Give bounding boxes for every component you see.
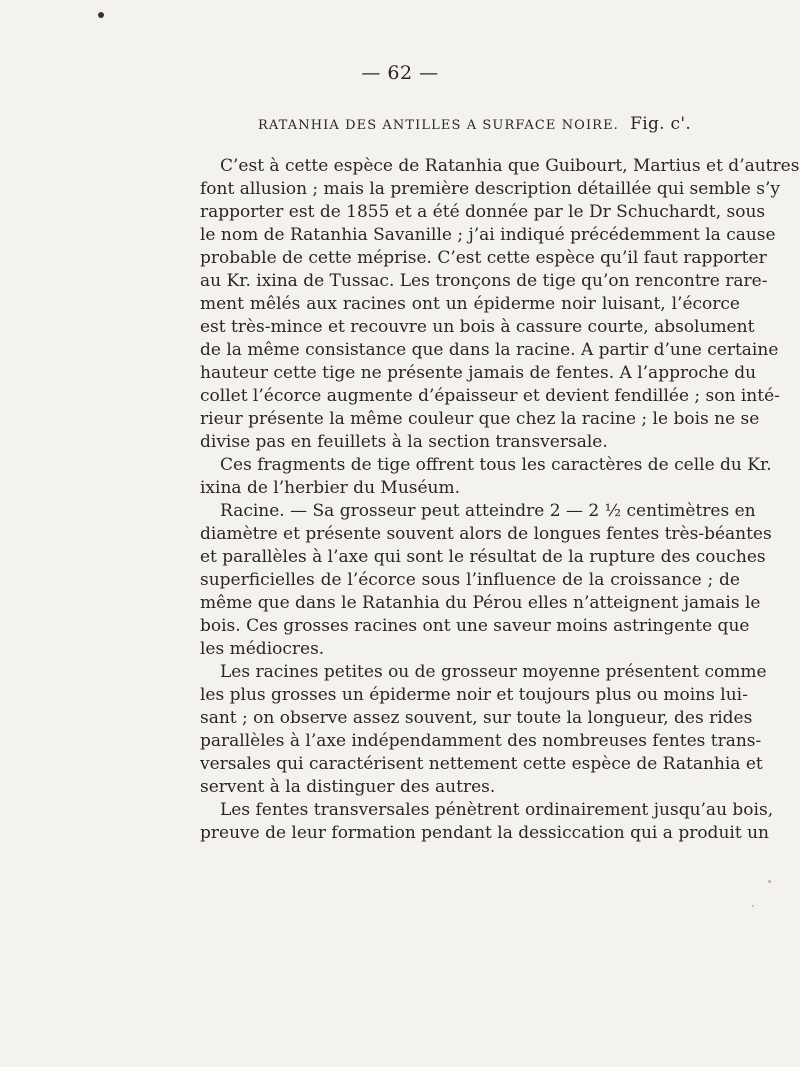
paper-speck bbox=[768, 880, 771, 883]
text-line: servent à la distinguer des autres. bbox=[200, 777, 496, 797]
text-line: C’est à cette espèce de Ratanhia que Guibourt, Martius et d’autres bbox=[220, 156, 800, 176]
page-number: — 62 — bbox=[361, 62, 439, 84]
text-line: versales qui caractérisent nettement cette espèce de Ratanhia et bbox=[200, 754, 763, 774]
text-line: ment mêlés aux racines ont un épiderme noir luisant, l’écorce bbox=[200, 294, 740, 314]
text-line: rapporter est de 1855 et a été donnée par le Dr Schuchardt, sous bbox=[200, 202, 766, 222]
text-line: preuve de leur formation pendant la dessiccation qui a produit un bbox=[200, 823, 769, 843]
text-line: les médiocres. bbox=[200, 639, 325, 659]
section-heading bbox=[258, 114, 691, 134]
text-line: font allusion ; mais la première description détaillée qui semble s’y bbox=[200, 179, 780, 199]
text-line: sant ; on observe assez souvent, sur toute la longueur, des rides bbox=[200, 708, 753, 728]
text-line: et parallèles à l’axe qui sont le résultat de la rupture des couches bbox=[200, 547, 766, 567]
text-line: au Kr. ixina de Tussac. Les tronçons de tige qu’on rencontre rare- bbox=[200, 271, 768, 291]
body-text bbox=[200, 155, 800, 845]
text-line: collet l’écorce augmente d’épaisseur et devient fendillée ; son inté- bbox=[200, 386, 780, 406]
text-line: divise pas en feuillets à la section transversale. bbox=[200, 432, 608, 452]
text-line: les plus grosses un épiderme noir et toujours plus ou moins lui- bbox=[200, 685, 748, 705]
text-line: superficielles de l’écorce sous l’influence de la croissance ; de bbox=[200, 570, 740, 590]
text-line: rieur présente la même couleur que chez la racine ; le bois ne se bbox=[200, 409, 760, 429]
text-line: de la même consistance que dans la racine. A partir d’une certaine bbox=[200, 340, 779, 360]
text-line: Les racines petites ou de grosseur moyenne présentent comme bbox=[220, 662, 767, 682]
text-line: hauteur cette tige ne présente jamais de fentes. A l’approche du bbox=[200, 363, 757, 383]
paper-speck bbox=[752, 905, 754, 907]
heading-title: RATANHIA DES ANTILLES A SURFACE NOIRE. bbox=[258, 118, 619, 133]
text-line: même que dans le Ratanhia du Pérou elles n’atteignent jamais le bbox=[200, 593, 761, 613]
text-line: bois. Ces grosses racines ont une saveur moins astringente que bbox=[200, 616, 750, 636]
text-line: Racine. — Sa grosseur peut atteindre 2 — 2 ½ centimètres en bbox=[220, 501, 756, 521]
text-line: est très-mince et recouvre un bois à cassure courte, absolument bbox=[200, 317, 755, 337]
text-line: diamètre et présente souvent alors de longues fentes très-béantes bbox=[200, 524, 772, 544]
figure-reference: Fig. c'. bbox=[630, 114, 692, 134]
text-line: Les fentes transversales pénètrent ordinairement jusqu’au bois, bbox=[220, 800, 774, 820]
text-line: parallèles à l’axe indépendamment des nombreuses fentes trans- bbox=[200, 731, 762, 751]
text-line: Ces fragments de tige offrent tous les caractères de celle du Kr. bbox=[220, 455, 772, 475]
text-line: ixina de l’herbier du Muséum. bbox=[200, 478, 461, 498]
ink-spot bbox=[98, 12, 104, 18]
text-line: probable de cette méprise. C’est cette espèce qu’il faut rapporter bbox=[200, 248, 767, 268]
text-line: le nom de Ratanhia Savanille ; j’ai indiqué précédemment la cause bbox=[200, 225, 776, 245]
